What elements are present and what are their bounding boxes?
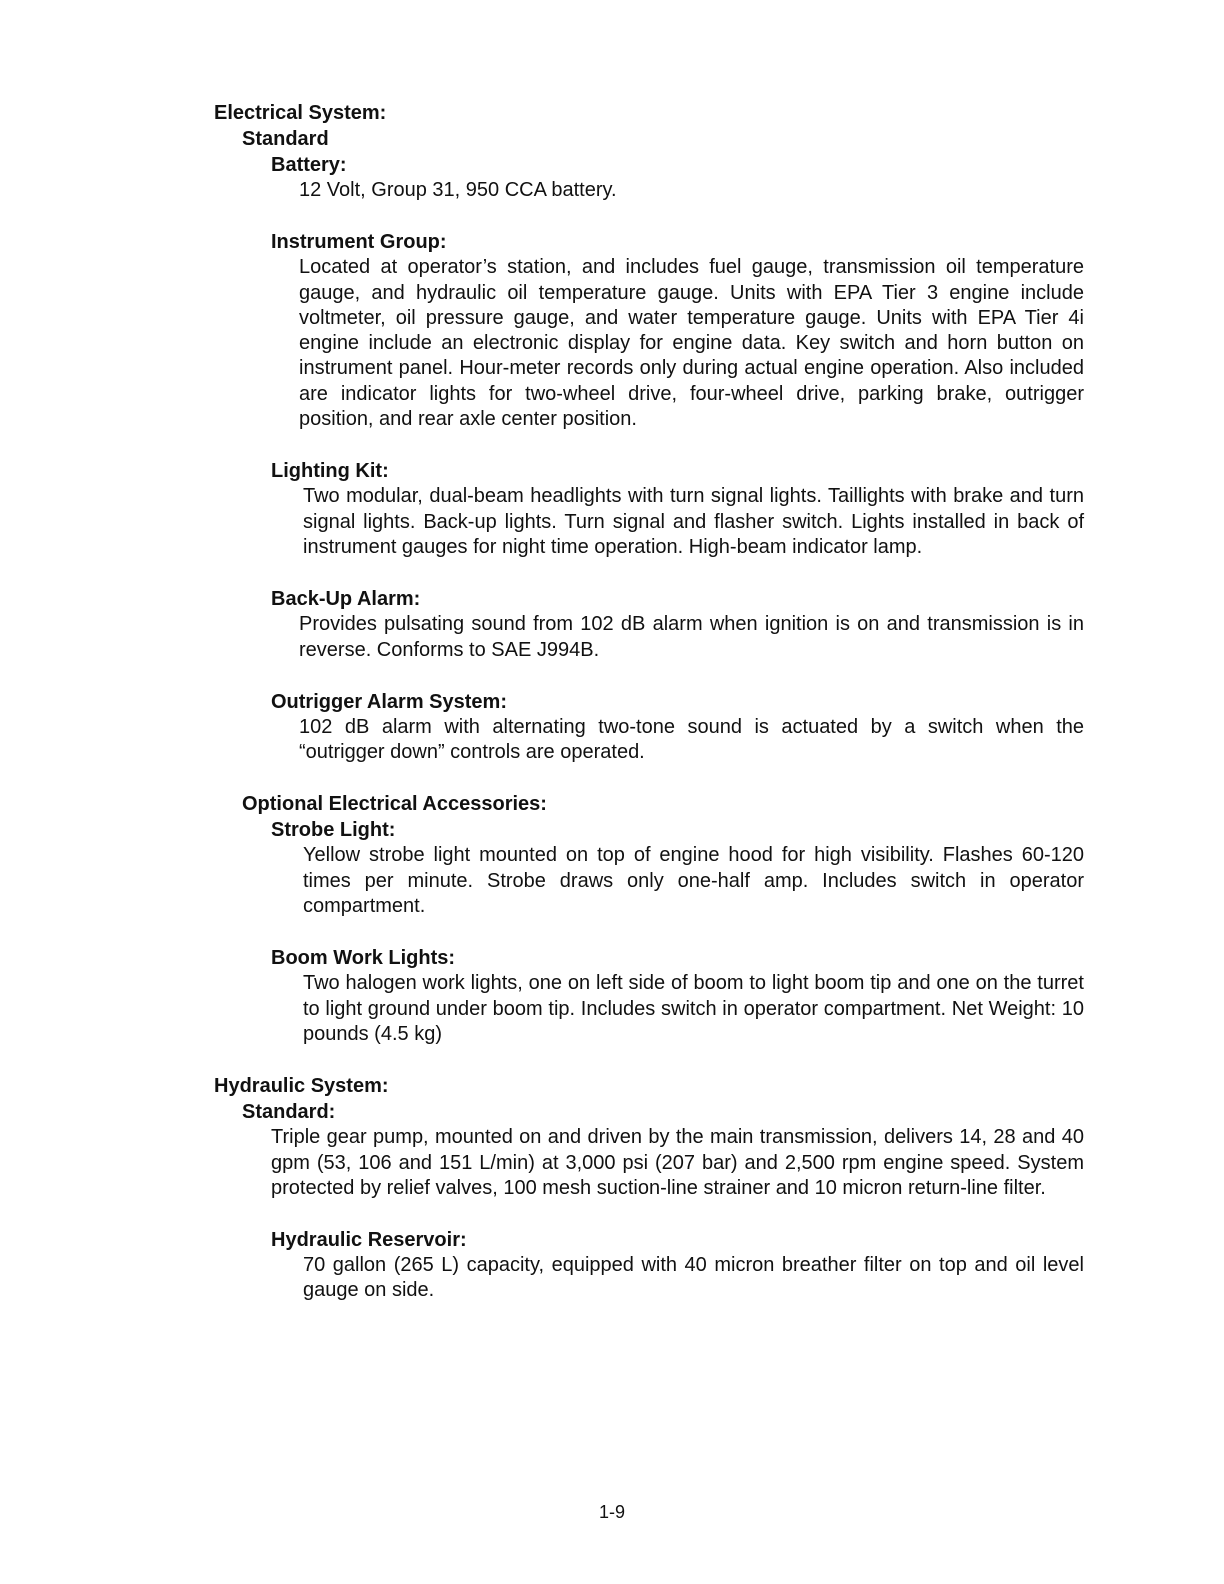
- boom-work-lights-heading: Boom Work Lights:: [271, 947, 456, 970]
- strobe-light-heading: Strobe Light:: [271, 819, 396, 842]
- boom-work-lights-text: Two halogen work lights, one on left side of boom to light boom tip and one on the turret to light ground under boom tip. Includes switch in operator compartment. Net Weight: 10 pounds (4.5 kg): [303, 972, 1084, 1045]
- hydraulic-system-heading: Hydraulic System:: [214, 1075, 389, 1098]
- page-number: 1-9: [598, 1502, 625, 1522]
- strobe-light-text: Yellow strobe light mounted on top of engine hood for high visibility. Flashes 60-120 times per minute. Strobe draws only one-half amp. Includes switch in operator compartment.: [303, 844, 1084, 918]
- electrical-system-heading: Electrical System:: [214, 102, 387, 124]
- backup-alarm-heading: Back-Up Alarm:: [271, 588, 421, 611]
- battery-heading: Battery:: [271, 154, 347, 176]
- lighting-kit-heading: Lighting Kit:: [271, 460, 389, 483]
- backup-alarm-text: Provides pulsating sound from 102 dB alarm when ignition is on and transmission is in reverse. Conforms to SAE J994B.: [299, 613, 1084, 661]
- battery-text: 12 Volt, Group 31, 950 CCA battery.: [299, 179, 617, 201]
- instrument-group-heading: Instrument Group:: [271, 231, 447, 254]
- lighting-kit-text: Two modular, dual-beam headlights with turn signal lights. Taillights with brake and turn signal lights. Back-up lights. Turn signal and flasher switch. Lights installed in back of instrument gauges for night time operation. High-beam indicator lamp.: [303, 485, 1084, 558]
- hydraulic-reservoir-heading: Hydraulic Reservoir:: [271, 1229, 467, 1252]
- hydraulic-standard-heading: Standard:: [242, 1101, 336, 1124]
- optional-electrical-heading: Optional Electrical Accessories:: [242, 793, 547, 816]
- electrical-standard-heading: Standard: [242, 128, 329, 150]
- outrigger-alarm-text: 102 dB alarm with alternating two-tone sound is actuated by a switch when the “outrigger down” controls are operated.: [299, 715, 1084, 764]
- instrument-group-text: Located at operator’s station, and includes fuel gauge, transmission oil temperature gauge, and hydraulic oil temperature gauge. Units with EPA Tier 3 engine include voltmeter, oil pressure gauge, and water temperature gauge. Units with EPA Tier 4i engine include an electronic display for engine data. Key switch and horn button on instrument panel. Hour-meter records only during actual engine operation. Also included are indicator lights for two-wheel drive, four-wheel drive, parking brake, outrigger position, and rear axle center position.: [299, 256, 1084, 431]
- hydraulic-reservoir-text: 70 gallon (265 L) capacity, equipped with 40 micron breather filter on top and oil level gauge on side.: [303, 1254, 1084, 1302]
- document-body: [214, 100, 1084, 1304]
- outrigger-alarm-heading: Outrigger Alarm System:: [271, 690, 507, 713]
- hydraulic-standard-text: Triple gear pump, mounted on and driven by the main transmission, delivers 14, 28 and 40 gpm (53, 106 and 151 L/min) at 3,000 psi (207 bar) and 2,500 rpm engine speed. System protected by relief valves, 100 mesh suction-line strainer and 10 micron return-line filter.: [271, 1126, 1084, 1199]
